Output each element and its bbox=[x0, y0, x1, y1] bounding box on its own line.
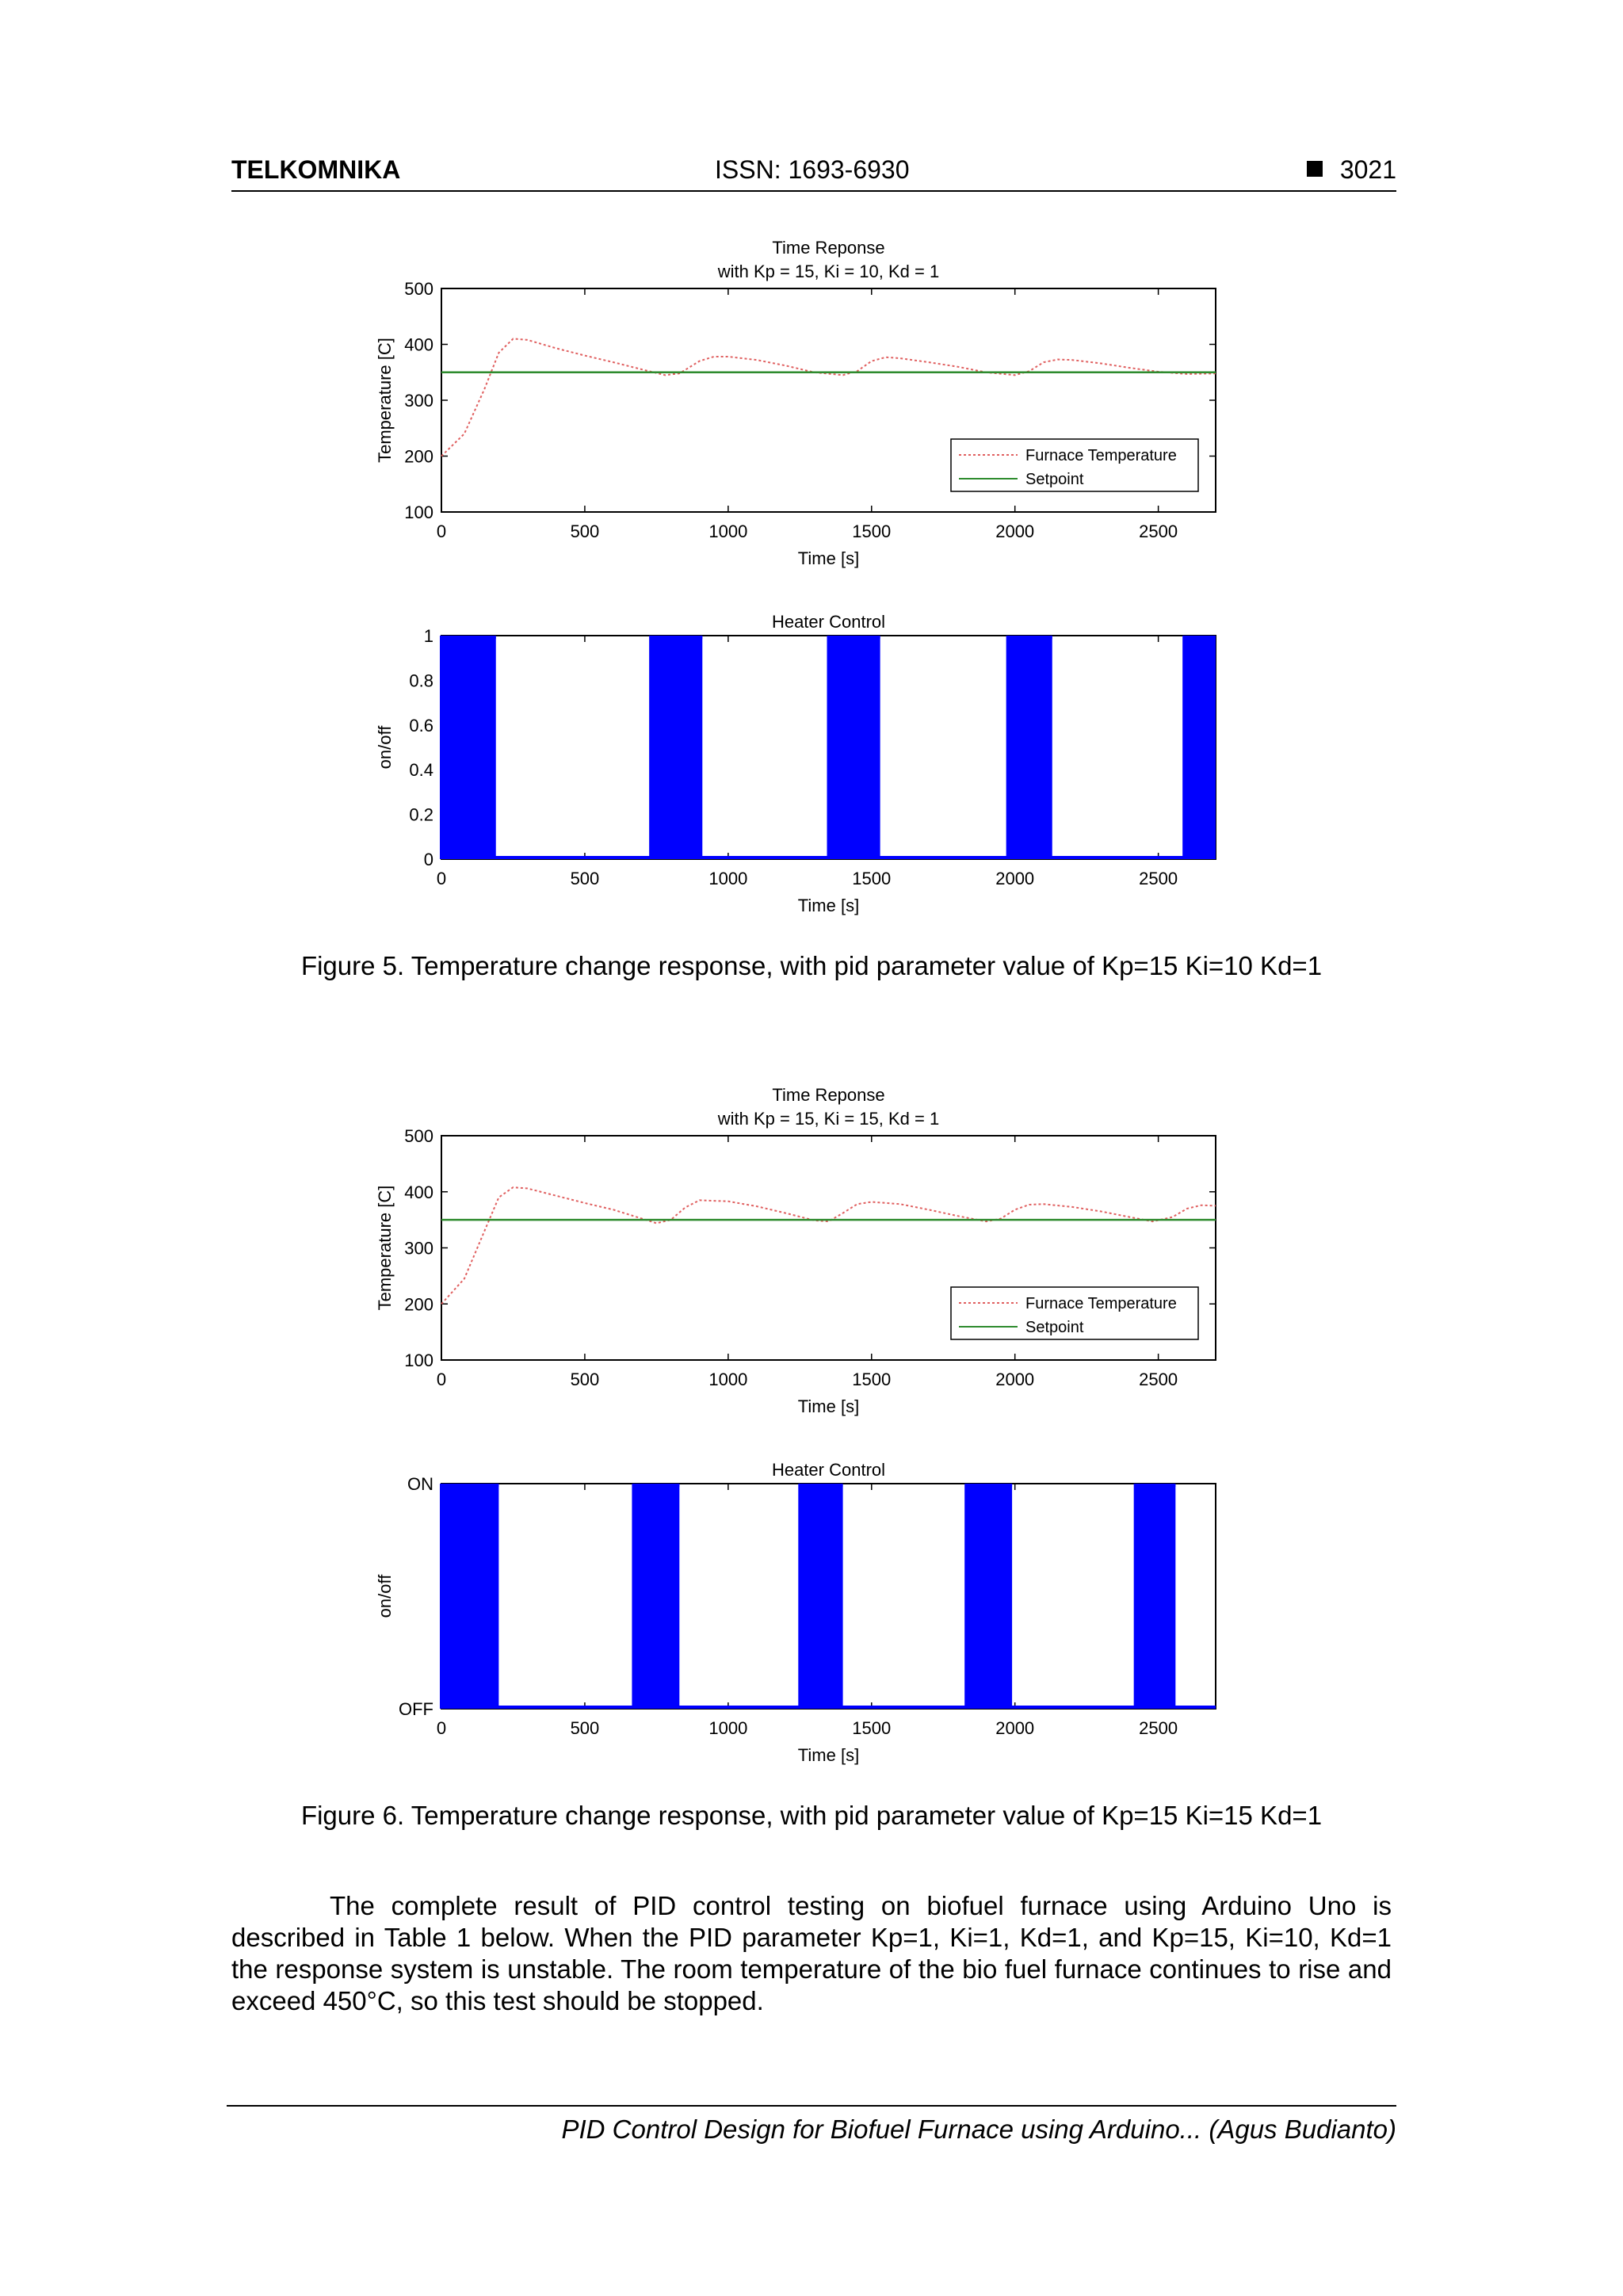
issn: ISSN: 1693-6930 bbox=[715, 155, 910, 184]
legend-label: Setpoint bbox=[1025, 471, 1084, 488]
y-tick-label: 300 bbox=[404, 391, 433, 411]
x-tick-label: 1000 bbox=[708, 1370, 748, 1389]
figure-6-heater-control-plot bbox=[375, 1460, 1216, 1765]
x-tick-label: 0 bbox=[436, 1718, 447, 1738]
x-tick-label: 1500 bbox=[852, 869, 892, 888]
y-tick-label: 400 bbox=[404, 1182, 433, 1202]
figure-5-temperature-plot bbox=[375, 238, 1216, 568]
y-tick-label: 500 bbox=[404, 279, 433, 299]
x-tick-label: 1000 bbox=[708, 1718, 748, 1738]
figure-5-caption: Figure 5. Temperature change response, with pid parameter value of Kp=15 Ki=10 Kd=1 bbox=[300, 951, 1323, 980]
chart-subtitle: with Kp = 15, Ki = 10, Kd = 1 bbox=[717, 262, 940, 281]
page-footer bbox=[227, 2105, 1396, 2144]
page-header bbox=[231, 152, 1396, 192]
y-tick-label: 400 bbox=[404, 334, 433, 355]
figure-5 bbox=[0, 222, 1623, 935]
y-tick-label: 0.8 bbox=[409, 670, 433, 691]
chart-title: Heater Control bbox=[771, 612, 886, 632]
heater-on-block bbox=[659, 1484, 679, 1709]
x-tick-label: 2000 bbox=[995, 869, 1035, 888]
y-axis-label: Temperature [C] bbox=[375, 338, 395, 463]
x-tick-label: 0 bbox=[436, 521, 447, 541]
x-axis-label: Time [s] bbox=[797, 1396, 860, 1416]
square-bullet-icon bbox=[1307, 161, 1323, 177]
y-tick-label: 1 bbox=[423, 626, 433, 646]
chart-subtitle: with Kp = 15, Ki = 15, Kd = 1 bbox=[717, 1109, 940, 1129]
figure-5-heater-control-plot bbox=[375, 612, 1216, 915]
y-axis-label: on/off bbox=[375, 725, 395, 770]
chart-title: Heater Control bbox=[771, 1460, 886, 1480]
y-tick-label: 300 bbox=[404, 1238, 433, 1259]
x-tick-label: 500 bbox=[570, 1718, 600, 1738]
heater-on-block bbox=[831, 636, 880, 859]
y-tick-label: OFF bbox=[399, 1699, 433, 1719]
y-tick-label: 0 bbox=[423, 850, 433, 869]
figure-6 bbox=[0, 1070, 1623, 1831]
x-tick-label: 2000 bbox=[995, 1718, 1035, 1738]
chart-title: Time Reponse bbox=[772, 1085, 885, 1105]
heater-on-block bbox=[441, 636, 496, 859]
chart-title: Time Reponse bbox=[772, 238, 885, 258]
heater-on-block bbox=[656, 636, 702, 859]
y-tick-label: 100 bbox=[404, 1350, 433, 1370]
x-tick-label: 1500 bbox=[852, 521, 892, 541]
heater-on-block bbox=[1187, 636, 1216, 859]
y-tick-label: 500 bbox=[404, 1126, 433, 1146]
y-axis-label: Temperature [C] bbox=[375, 1185, 395, 1311]
y-tick-label: 200 bbox=[404, 1294, 433, 1315]
legend-label: Furnace Temperature bbox=[1025, 447, 1177, 464]
y-tick-label: 0.4 bbox=[409, 760, 433, 781]
x-tick-label: 2500 bbox=[1139, 521, 1178, 541]
y-tick-label: 200 bbox=[404, 446, 433, 467]
x-axis-label: Time [s] bbox=[797, 896, 860, 915]
heater-on-block bbox=[966, 1484, 1012, 1709]
x-tick-label: 2500 bbox=[1139, 1718, 1178, 1738]
heater-on-block bbox=[1009, 636, 1052, 859]
x-axis-label: Time [s] bbox=[797, 1745, 860, 1765]
x-tick-label: 1000 bbox=[708, 869, 748, 888]
x-tick-label: 2000 bbox=[995, 1370, 1035, 1389]
x-tick-label: 0 bbox=[436, 869, 447, 888]
y-tick-label: 0.2 bbox=[409, 804, 433, 825]
x-axis-label: Time [s] bbox=[797, 548, 860, 568]
figure-6-temperature-plot bbox=[375, 1085, 1216, 1416]
y-tick-label: 0.6 bbox=[409, 715, 433, 735]
body-paragraph: The complete result of PID control testing on biofuel furnace using Arduino Uno is described in Table 1 below. When the PID parameter Kp=1, Ki=1, Kd=1, and Kp=15, Ki=10, Kd=1 the response system is unstable. The room temperature of the bio fuel furnace continues to rise and exceed 450°C, so this test should be stopped. bbox=[231, 1891, 1392, 2015]
heater-on-block bbox=[1136, 1484, 1176, 1709]
x-tick-label: 1000 bbox=[708, 521, 748, 541]
x-tick-label: 2500 bbox=[1139, 869, 1178, 888]
journal-name: TELKOMNIKA bbox=[231, 155, 401, 184]
x-tick-label: 500 bbox=[570, 1370, 600, 1389]
x-tick-label: 0 bbox=[436, 1370, 447, 1389]
page-number: 3021 bbox=[1339, 155, 1396, 184]
y-axis-label: on/off bbox=[375, 1574, 395, 1618]
heater-on-block bbox=[800, 1484, 842, 1709]
legend-label: Furnace Temperature bbox=[1025, 1295, 1177, 1312]
heater-on-block bbox=[441, 1484, 498, 1709]
y-tick-label: ON bbox=[407, 1474, 433, 1494]
x-tick-label: 2500 bbox=[1139, 1370, 1178, 1389]
x-tick-label: 500 bbox=[570, 521, 600, 541]
x-tick-label: 2000 bbox=[995, 521, 1035, 541]
page-number-block bbox=[1307, 155, 1396, 185]
footer-citation: PID Control Design for Biofuel Furnace using Arduino... (Agus Budianto) bbox=[561, 2115, 1396, 2144]
x-tick-label: 500 bbox=[570, 869, 600, 888]
x-tick-label: 1500 bbox=[852, 1370, 892, 1389]
legend-label: Setpoint bbox=[1025, 1319, 1084, 1336]
x-tick-label: 1500 bbox=[852, 1718, 892, 1738]
y-tick-label: 100 bbox=[404, 502, 433, 522]
figure-6-caption: Figure 6. Temperature change response, with pid parameter value of Kp=15 Ki=15 Kd=1 bbox=[300, 1801, 1323, 1830]
